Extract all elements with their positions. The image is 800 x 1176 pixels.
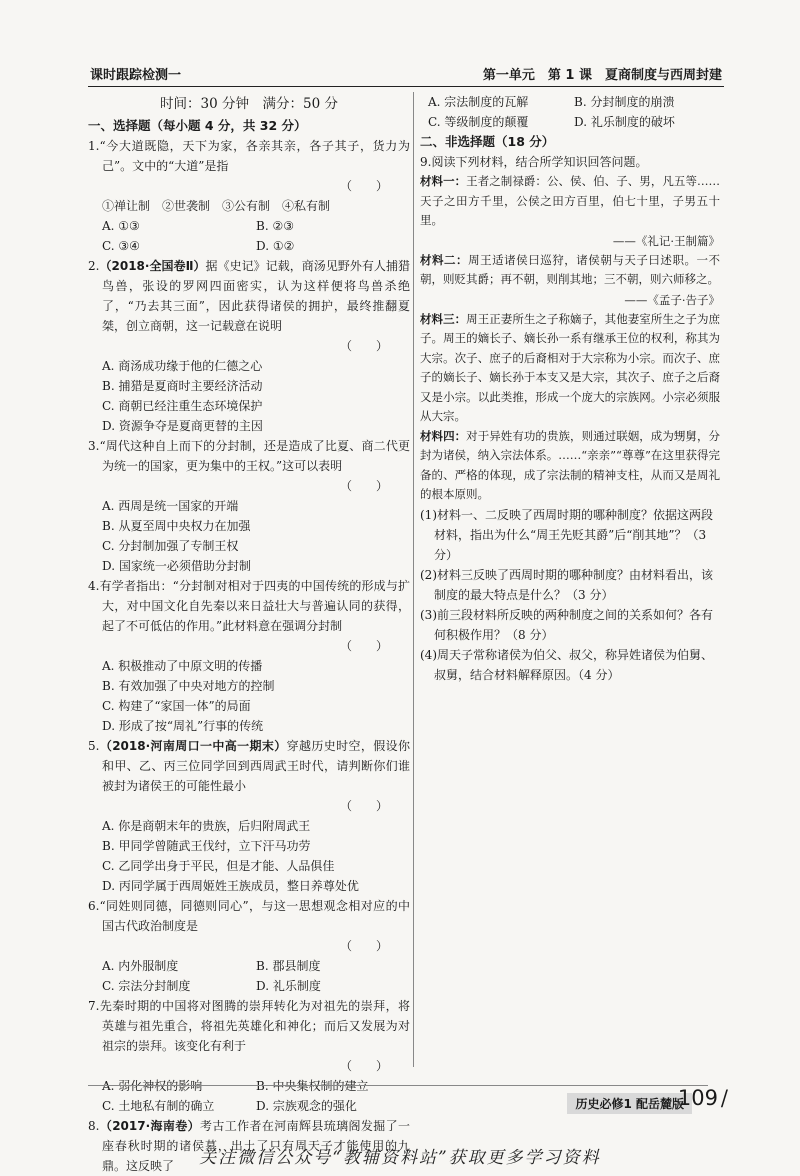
material-label: 材料一： xyxy=(420,174,467,188)
q3-text: 3.“周代这种自上而下的分封制，还是造成了比夏、商二代更为统一的国家，更为集中的王权。”这可以表明 xyxy=(88,439,410,473)
option-a: A. ①③ xyxy=(102,219,140,233)
time-score: 时间：30 分钟 满分：50 分 xyxy=(160,96,338,112)
q2-source: （2018·全国卷Ⅱ） xyxy=(99,259,206,273)
q5-number: 5. xyxy=(88,739,100,753)
header-rule xyxy=(88,86,724,87)
q4-text: 4.有学者指出：“分封制对相对于四夷的中国传统的形成与扩大，对中国文化自先秦以来日益壮大与普遍认同的获得，起了不可低估的作用。”此材料意在强调分封制 xyxy=(88,579,410,633)
material-label: 材料二： xyxy=(420,252,469,267)
answer-bracket: （ ） xyxy=(339,639,388,653)
option-c: C. 土地私有制的确立 xyxy=(102,1099,215,1113)
material-2 xyxy=(420,251,720,290)
page-number: 109 xyxy=(677,1086,718,1110)
q8-text: 考古工作者在河南辉县琉璃阁发掘了一座春秋时期的诸侯墓，出土了只有周天子才能使用的九鼎。这反映了 xyxy=(102,1119,410,1173)
material-2-cite: ——《孟子·告子》 xyxy=(624,292,720,307)
option-d: D. ①② xyxy=(256,239,295,253)
q1-text: 1.“今大道既隐，天下为家，各亲其亲，各子其子，货力为己”。文中的“大道”是指 xyxy=(88,139,410,173)
q2-number: 2. xyxy=(88,259,100,273)
option-b: B. 郡县制度 xyxy=(256,959,321,973)
material-1 xyxy=(420,172,720,231)
question-4 xyxy=(88,576,410,736)
option-b: B. 甲同学曾随武王伐纣，立下汗马功劳 xyxy=(102,839,311,853)
material-text: 周王适诸侯曰巡狩，诸侯朝与天子曰述职。一不朝，则贬其爵；再不朝，则削其地；三不朝，则六师移之。 xyxy=(420,252,721,286)
option-a: A. 内外服制度 xyxy=(102,959,179,973)
option-d: D. 宗族观念的强化 xyxy=(256,1099,357,1113)
option-b: B. 有效加强了中央对地方的控制 xyxy=(102,679,275,693)
material-label: 材料三： xyxy=(420,311,467,326)
question-1 xyxy=(88,136,410,256)
q6-text: 6.“同姓则同德，同德则同心”，与这一思想观念相对应的中国古代政治制度是 xyxy=(88,899,410,933)
q8-option-d: D. 礼乐制度的破坏 xyxy=(574,115,675,129)
footer-rule xyxy=(88,1085,708,1086)
q2-text: 据《史记》记载，商汤见野外有人捕猎鸟兽，张设的罗网四面密实，认为这样便将鸟兽杀绝了，“乃去其三面”，因此获得诸侯的拥护，最终推翻夏桀，创立商朝，这一记载意在说明 xyxy=(102,259,410,333)
footer-book-title: 历史必修1 配岳麓版 xyxy=(567,1093,692,1114)
q8-option-a: A. 宗法制度的瓦解 xyxy=(428,95,529,109)
header-right: 第一单元 第 1 课 夏商制度与西周封建 xyxy=(482,68,722,83)
answer-bracket: （ ） xyxy=(339,479,388,493)
answer-bracket: （ ） xyxy=(339,939,388,953)
option-a: A. 商汤成功缘于他的仁德之心 xyxy=(102,359,263,373)
left-column xyxy=(88,92,410,1176)
material-text: 对于异姓有功的贵族，则通过联姻，成为甥舅，分封为诸侯，纳入宗法体系。……“亲亲”“尊尊”在这里获得完备的、严格的体现，成了宗法制的精神支柱，从而又是周礼的根本原则。 xyxy=(420,428,721,501)
option-c: C. ③④ xyxy=(102,239,140,253)
answer-bracket: （ ） xyxy=(339,799,388,813)
material-label: 材料四： xyxy=(420,428,467,443)
option-d: D. 礼乐制度 xyxy=(256,979,321,993)
q9-sub-4: (4)周天子常称诸侯为伯父、叔父，称异姓诸侯为伯舅、叔舅，结合材料解释原因。（4 分） xyxy=(420,647,714,682)
q9-intro: 9.阅读下列材料，结合所学知识回答问题。 xyxy=(420,155,648,169)
section2-title: 二、非选择题（18 分） xyxy=(420,134,555,149)
page-slash: / xyxy=(720,1086,728,1110)
answer-bracket: （ ） xyxy=(339,339,388,353)
q8-option-b: B. 分封制度的崩溃 xyxy=(574,95,675,109)
q5-source: （2018·河南周口一中高一期末） xyxy=(99,739,287,753)
option-b: B. 捕猎是夏商时主要经济活动 xyxy=(102,379,263,393)
q5-text: 穿越历史时空，假设你和甲、乙、丙三位同学回到西周武王时代，请判断你们谁被封为诸侯王的可能性最小 xyxy=(102,739,410,793)
option-a: A. 西周是统一国家的开端 xyxy=(102,499,239,513)
option-a: A. 积极推动了中原文明的传播 xyxy=(102,659,263,673)
option-b: B. 中央集权制的建立 xyxy=(256,1079,369,1093)
material-3 xyxy=(420,310,720,427)
option-c: C. 商朝已经注重生态环境保护 xyxy=(102,399,263,413)
option-b: B. 从夏至周中央权力在加强 xyxy=(102,519,251,533)
q9-sub-2: (2)材料三反映了西周时期的哪种制度？由材料看出，该制度的最大特点是什么？（3 分） xyxy=(420,567,714,602)
q8-number: 8. xyxy=(88,1119,100,1133)
material-text: 周王正妻所生之子称嫡子，其他妻室所生之子为庶子。周王的嫡长子、嫡长孙一系有继承王位的权利，称其为大宗。次子、庶子的后裔相对于大宗称为小宗。而次子、庶子的嫡长子、嫡长孙于本支又是大宗，其次子、庶子之后裔又是小宗。以此类推，形成一个庞大的宗族网。小宗必须服从大宗。 xyxy=(420,311,721,423)
q9-sub-1: (1)材料一、二反映了西周时期的哪种制度？依据这两段材料，指出为什么“周王先贬其爵”后“削其地”？（3 分） xyxy=(420,507,714,562)
right-column xyxy=(420,92,720,685)
option-c: C. 乙同学出身于平民，但是才能、人品俱佳 xyxy=(102,859,335,873)
option-a: A. 弱化神权的影响 xyxy=(102,1079,203,1093)
question-3 xyxy=(88,436,410,576)
q9-sub-3: (3)前三段材料所反映的两种制度之间的关系如何？各有何积极作用？（8 分） xyxy=(420,607,714,642)
option-b: B. ②③ xyxy=(256,219,294,233)
option-d: D. 形成了按“周礼”行事的传统 xyxy=(102,719,264,733)
option-d: D. 丙同学属于西周姬姓王族成员，整日养尊处优 xyxy=(102,879,359,893)
option-a: A. 你是商朝末年的贵族，后归附周武王 xyxy=(102,819,311,833)
q7-text: 7.先秦时期的中国将对图腾的崇拜转化为对祖先的崇拜，将英雄与祖先重合，将祖先英雄化和神化；而后又发展为对祖宗的崇拜。该变化有利于 xyxy=(88,999,410,1053)
header-left: 课时跟踪检测一 xyxy=(90,68,182,83)
question-2 xyxy=(88,256,410,436)
question-5 xyxy=(88,736,410,896)
q8-source: （2017·海南卷） xyxy=(99,1119,201,1133)
handwritten-note: 关注微信公众号“教辅资料站”获取更多学习资料 xyxy=(199,1148,601,1168)
answer-bracket: （ ） xyxy=(339,1059,388,1073)
answer-bracket: （ ） xyxy=(339,179,388,193)
q1-items: ①禅让制 ②世袭制 ③公有制 ④私有制 xyxy=(102,199,331,213)
material-1-cite: ——《礼记·王制篇》 xyxy=(612,233,720,248)
option-c: C. 宗法分封制度 xyxy=(102,979,191,993)
option-c: C. 构建了“家国一体”的局面 xyxy=(102,699,251,713)
section1-title: 一、选择题（每小题 4 分，共 32 分） xyxy=(88,118,307,133)
material-text: 王者之制禄爵：公、侯、伯、子、男，凡五等……天子之田方千里，公侯之田方百里，伯七十里，子男五十里。 xyxy=(420,174,721,227)
column-divider xyxy=(413,92,414,1067)
option-d: D. 资源争夺是夏商更替的主因 xyxy=(102,419,263,433)
option-d: D. 国家统一必须借助分封制 xyxy=(102,559,251,573)
question-6 xyxy=(88,896,410,996)
q8-option-c: C. 等级制度的颠覆 xyxy=(428,115,529,129)
material-4 xyxy=(420,427,720,505)
option-c: C. 分封制加强了专制王权 xyxy=(102,539,239,553)
question-7 xyxy=(88,996,410,1116)
